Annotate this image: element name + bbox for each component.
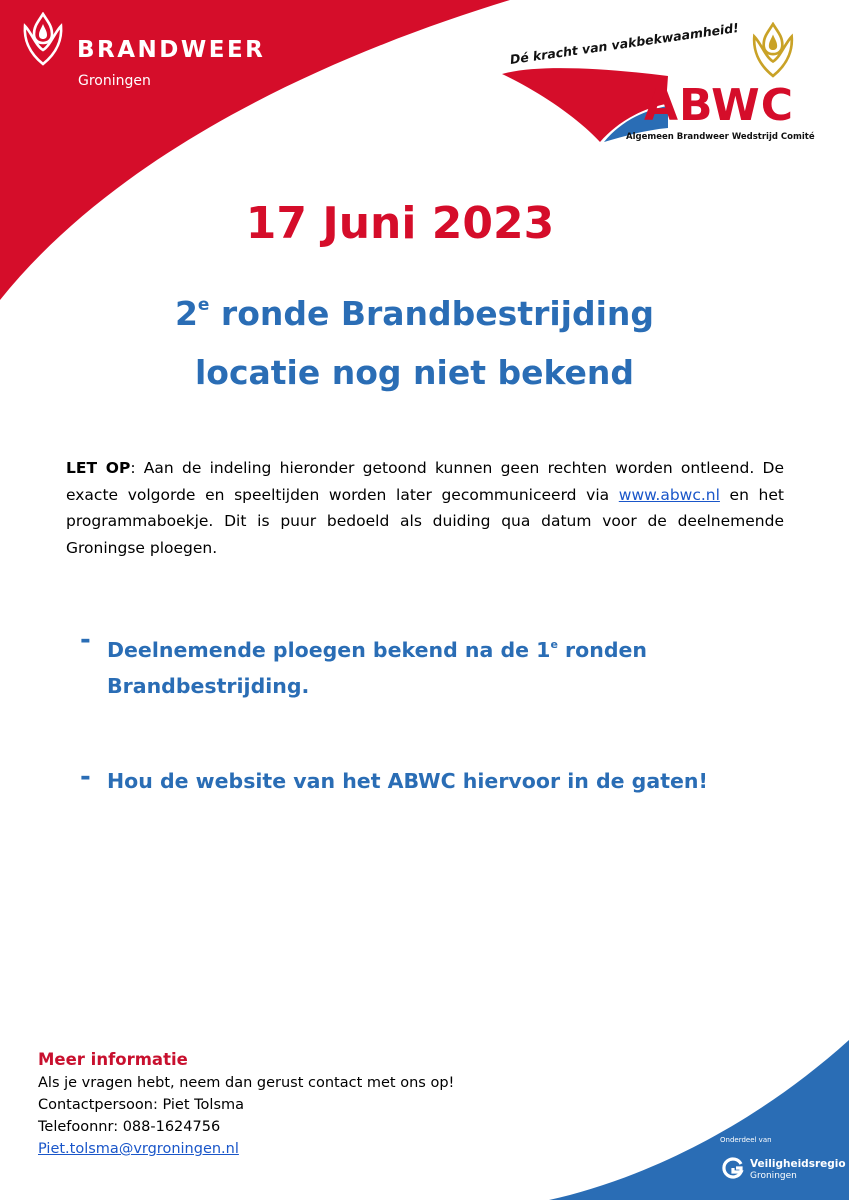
bullet-text: ronden xyxy=(557,638,648,662)
abwc-full-name: Algemeen Brandweer Wedstrijd Comité xyxy=(626,132,815,142)
notice-label: LET OP xyxy=(66,459,131,477)
round-number: 2 xyxy=(174,294,198,333)
abwc-acronym: ABWC xyxy=(644,80,795,131)
contact-intro: Als je vragen hebt, neem dan gerust contact met ons op! xyxy=(38,1075,455,1091)
bullet-dash: - xyxy=(80,762,91,792)
part-of-label: Onderdeel van xyxy=(720,1136,772,1144)
contact-phone: Telefoonnr: 088-1624756 xyxy=(38,1119,221,1135)
flame-emblem-icon xyxy=(750,22,796,78)
event-location: locatie nog niet bekend xyxy=(194,353,635,392)
contact-block xyxy=(38,1049,454,1160)
notice-paragraph xyxy=(66,455,784,561)
round-suffix: e xyxy=(197,295,210,315)
round-title xyxy=(0,294,829,333)
region-name: Veiligheidsregio xyxy=(750,1158,846,1170)
contact-email-link[interactable]: Piet.tolsma@vrgroningen.nl xyxy=(38,1141,239,1157)
flame-emblem-icon xyxy=(22,12,64,66)
brandweer-logo xyxy=(22,12,302,87)
round-title-text: ronde Brandbestrijding xyxy=(209,294,655,333)
org-region: Groningen xyxy=(78,73,151,89)
notice-text-2: en het programmaboekje. Dit is puur bedoeld als duiding qua datum voor de deelnemende Groningse ploegen. xyxy=(66,485,784,557)
bullet-text: Hou de website van het ABWC hiervoor in de gaten! xyxy=(107,769,708,793)
bullet-sup: e xyxy=(550,638,558,651)
veiligheidsregio-logo xyxy=(720,1136,845,1186)
contact-title: Meer informatie xyxy=(38,1050,188,1069)
region-city: Groningen xyxy=(750,1171,797,1181)
bullet-text: Deelnemende ploegen bekend na de 1 xyxy=(107,638,551,662)
abwc-logo xyxy=(496,18,815,148)
veiligheidsregio-logo-icon xyxy=(720,1156,744,1180)
abwc-website-link[interactable]: www.abwc.nl xyxy=(618,485,720,504)
abwc-slogan: Dé kracht van vakbekwaamheid! xyxy=(508,19,740,67)
org-name: BRANDWEER xyxy=(77,37,266,63)
bullet-line-1 xyxy=(107,625,647,670)
bullet-line-2: Brandbestrijding. xyxy=(107,674,310,698)
notice-text-1: : Aan de indeling hieronder getoond kunnen geen rechten worden ontleend. De exacte volgorde en speeltijden worden later gecommuniceerd via xyxy=(66,459,784,504)
contact-person: Contactpersoon: Piet Tolsma xyxy=(38,1097,245,1113)
event-date: 17 Juni 2023 xyxy=(245,198,555,249)
bullet-dash: - xyxy=(80,625,91,655)
